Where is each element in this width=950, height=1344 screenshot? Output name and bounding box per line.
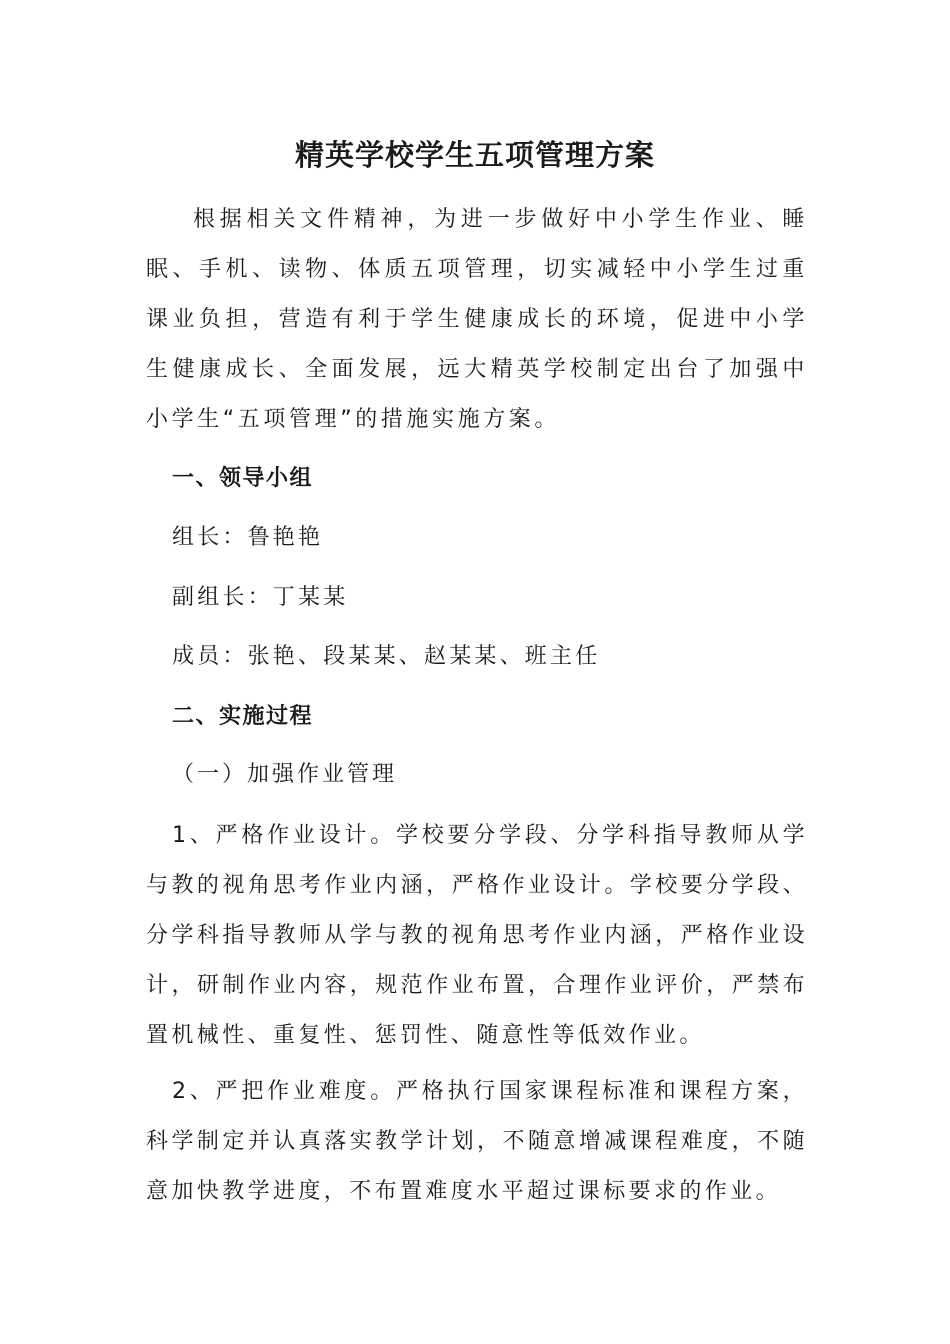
deputy-leader-line: 副组长：丁某某 — [172, 585, 349, 610]
intro-paragraph: 根据相关文件精神，为进一步做好中小学生作业、睡眠、手机、读物、体质五项管理，切实减轻中小学生过重课业负担，营造有利于学生健康成长的环境，促进中小学生健康成长、全面发展，远大精英学校制定出台了加强中小学生“五项管理”的措施实施方案。 — [146, 207, 808, 432]
item-homework-difficulty: 2、严把作业难度。严格执行国家课程标准和课程方案，科学制定并认真落实教学计划，不随意增减课程难度，不随意加快教学进度，不布置难度水平超过课标要求的作业。 — [146, 1079, 808, 1204]
subsection-heading-homework: （一）加强作业管理 — [172, 762, 398, 787]
document-title: 精英学校学生五项管理方案 — [294, 138, 655, 172]
group-leader-line: 组长：鲁艳艳 — [172, 525, 324, 550]
section-heading-leadership: 一、领导小组 — [172, 466, 314, 491]
item-homework-design: 1、严格作业设计。学校要分学段、分学科指导教师从学与教的视角思考作业内涵，严格作业设计。学校要分学段、分学科指导教师从学与教的视角思考作业内涵，严格作业设计，研制作业内容，规范作业布置，合理作业评价，严禁布置机械性、重复性、惩罚性、随意性等低效作业。 — [146, 823, 808, 1048]
members-line: 成员：张艳、段某某、赵某某、班主任 — [172, 644, 601, 669]
section-heading-implementation: 二、实施过程 — [172, 704, 314, 729]
